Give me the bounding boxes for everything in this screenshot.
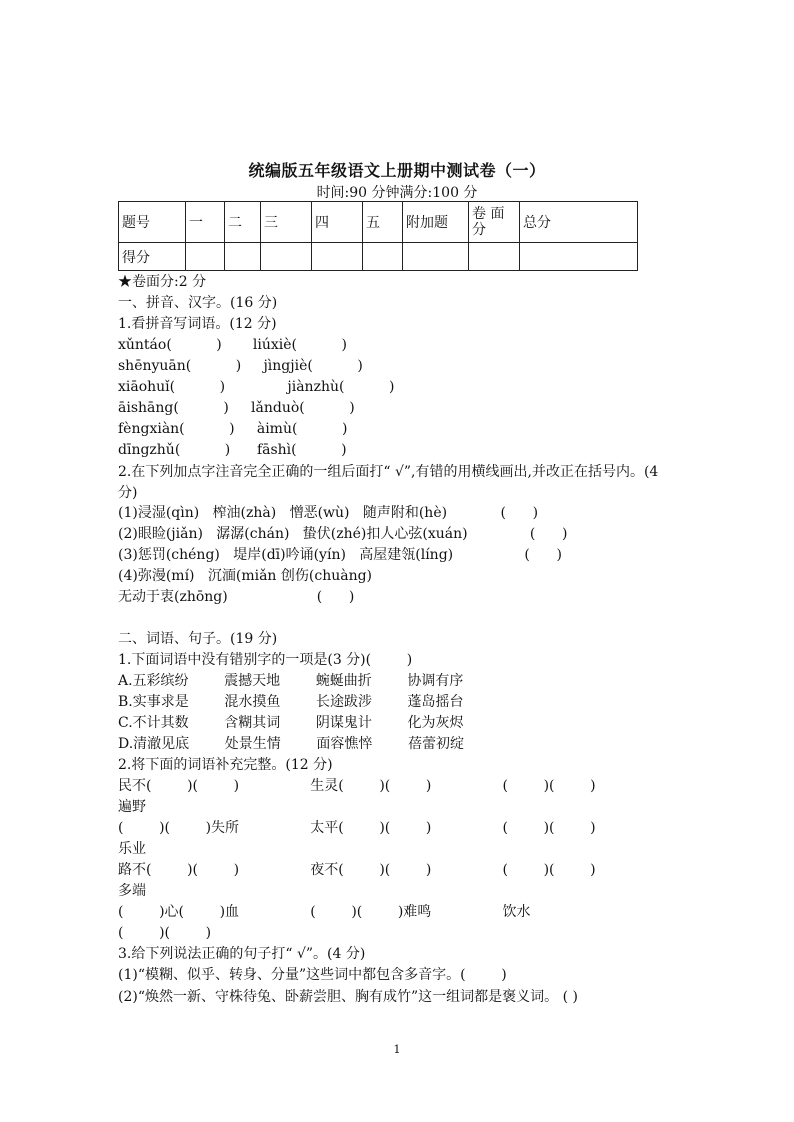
- section-heading: 一、拼音、汉字。(16 分): [118, 295, 278, 311]
- option-line: B.实事求是 混水摸鱼 长途跋涉 蓬岛摇台: [118, 694, 464, 710]
- option-line: 无动于衷(zhōng) ( ): [118, 589, 355, 605]
- header-cell: 一: [186, 202, 225, 243]
- option-line: (1)浸湿(qìn) 榨油(zhà) 憎恶(wù) 随声附和(hè) ( ): [118, 505, 539, 521]
- fill-line: ( )心( )血 ( )( )难鸣 饮水: [118, 904, 531, 920]
- score-cell: [225, 243, 261, 271]
- question-line: 1.看拼音写词语。(12 分): [118, 316, 277, 332]
- score-table-header-row: [119, 202, 638, 243]
- question-line: 2.在下列加点字注音完全正确的一组后面打“ √”,有错的用横线画出,并改正在括号内。(4 分): [118, 464, 659, 501]
- statement-line: (1)“模糊、似乎、转身、分量”这些词中都包含多音字。( ): [118, 967, 507, 983]
- header-cell: 卷 面 分: [469, 202, 520, 243]
- header-cell: 附加题: [403, 202, 469, 243]
- option-line: C.不计其数 含糊其词 阴谋鬼计 化为灰烬: [118, 715, 464, 731]
- option-line: (2)眼睑(jiǎn) 潺潺(chán) 蛰伏(zhé)扣人心弦(xuán) ( ): [118, 526, 568, 542]
- header-cell: 三: [261, 202, 312, 243]
- row-label: 得分: [119, 243, 186, 271]
- option-line: (3)惩罚(chéng) 堤岸(dī)吟诵(yín) 高屋建瓴(líng) ( ): [118, 547, 562, 563]
- fill-line: 乐业: [118, 841, 146, 857]
- score-cell: [186, 243, 225, 271]
- header-cell: 题号: [119, 202, 186, 243]
- score-cell: [363, 243, 403, 271]
- option-line: A.五彩缤纷 震撼天地 蜿蜒曲折 协调有序: [118, 673, 464, 689]
- score-cell: [403, 243, 469, 271]
- pinyin-line: dīngzhǔ( ) fāshì( ): [118, 442, 347, 458]
- statement-line: (2)“焕然一新、守株待兔、卧薪尝胆、胸有成竹”这一组词都是褒义词。 ( ): [118, 989, 578, 1005]
- fill-line: ( )( )失所 太平( )( ) ( )( ): [118, 820, 596, 836]
- pinyin-line: fèngxiàn( ) àimù( ): [118, 421, 348, 437]
- option-line: (4)弥漫(mí) 沉湎(miǎn 创伤(chuàng): [118, 568, 373, 584]
- fill-line: 多端: [118, 883, 146, 899]
- header-cell: 四: [312, 202, 363, 243]
- fill-line: 遍野: [118, 799, 146, 815]
- pinyin-line: āishāng( ) lǎnduò( ): [118, 400, 355, 416]
- score-cell: [469, 243, 520, 271]
- fill-line: 路不( )( ) 夜不( )( ) ( )( ): [118, 862, 596, 878]
- text-line: ★卷面分:2 分: [118, 274, 207, 290]
- question-line: 3.给下列说法正确的句子打“ √”。(4 分): [118, 946, 366, 962]
- page-title: 统编版五年级语文上册期中测试卷（一）: [248, 161, 546, 180]
- score-cell: [520, 243, 638, 271]
- header-cell: 二: [225, 202, 261, 243]
- question-line: 1.下面词语中没有错别字的一项是(3 分)( ): [118, 652, 413, 668]
- page-subtitle: 时间:90 分钟满分:100 分: [316, 185, 478, 201]
- score-cell: [261, 243, 312, 271]
- score-table: [118, 201, 638, 271]
- header-cell: 五: [363, 202, 403, 243]
- score-table-score-row: [119, 243, 638, 271]
- header-cell: 总分: [520, 202, 638, 243]
- pinyin-line: xiāohuǐ( ) jiànzhù( ): [118, 379, 395, 395]
- option-line: D.清澈见底 处景生情 面容憔悴 蓓蕾初绽: [118, 736, 464, 752]
- pinyin-line: shēnyuān( ) jìngjiè( ): [118, 358, 363, 374]
- section-heading: 二、词语、句子。(19 分): [118, 631, 278, 647]
- score-cell: [312, 243, 363, 271]
- page-number: 1: [393, 1043, 401, 1056]
- pinyin-line: xǔntáo( ) liúxiè( ): [118, 337, 347, 353]
- fill-line: ( )( ): [118, 925, 212, 941]
- fill-line: 民不( )( ) 生灵( )( ) ( )( ): [118, 778, 596, 794]
- question-line: 2.将下面的词语补充完整。(12 分): [118, 757, 333, 773]
